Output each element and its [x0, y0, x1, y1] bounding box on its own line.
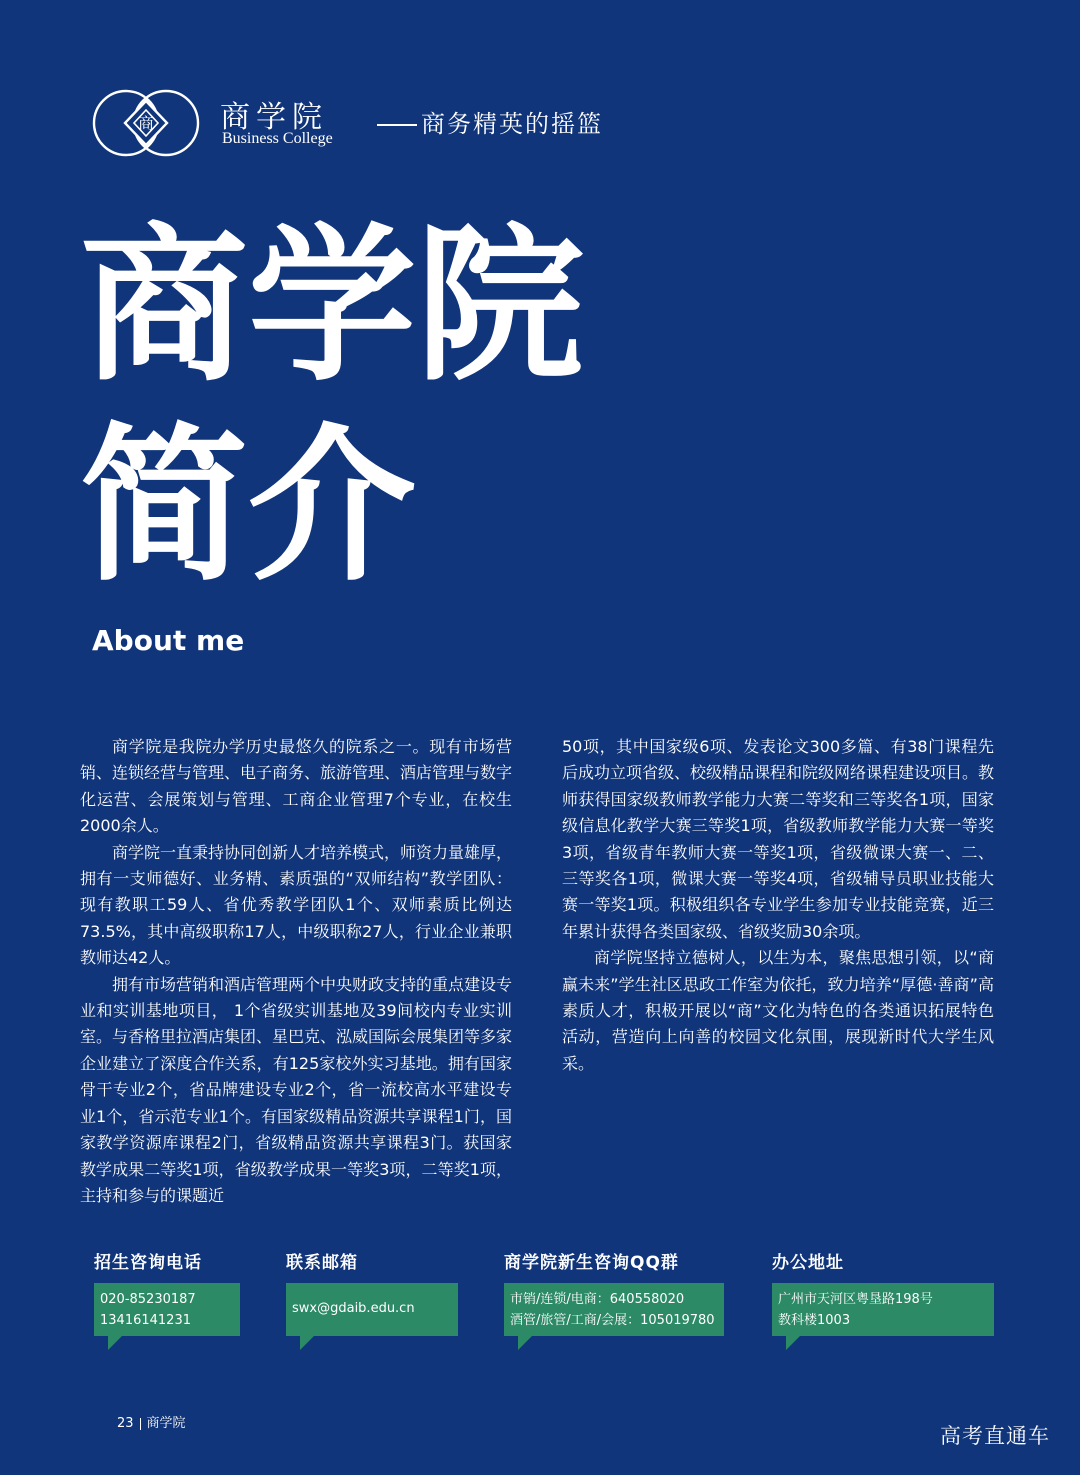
paragraph: 拥有市场营销和酒店管理两个中央财政支持的重点建设专业和实训基地项目， 1个省级实训基地及39间校内专业实训室。与香格里拉酒店集团、星巴克、泓威国际会展集团等多家企业建立了深度合作关系，有125家校外实习基地。拥有国家骨干专业2个，省品牌建设专业2个，省一流校高水平建设专业1个，省示范专业1个。有国家级精品资源共享课程1门，国家教学资源库课程2门，省级精品资源共享课程3门。获国家教学成果二等奖1项，省级教学成果一等奖3项，二等奖1项，主持和参与的课题近 — [80, 974, 513, 1205]
paragraph: 50项，其中国家级6项、发表论文300多篇、有38门课程先后成功立项省级、校级精品课程和院级网络课程建设项目。教师获得国家级教师教学能力大赛二等奖和三等奖各1项，国家级信息化教学大赛三等奖1项，省级教师教学能力大赛一等奖3项，省级青年教师大赛一等奖1项，省级微课大赛一、二、三等奖各1项，微课大赛一等奖4项，省级辅导员职业技能大赛一等奖1项。积极组织各专业学生参加专业技能竞赛，近三年累计获得各类国家级、省级奖励30余项。 — [562, 737, 995, 941]
logo-name-cn: 商学院 — [220, 100, 328, 135]
contact-line: 教科楼1003 — [778, 1313, 851, 1328]
contact-title: 商学院新生咨询QQ群 — [504, 1253, 679, 1273]
contact-line: 市销/连锁/电商：640558020 — [510, 1292, 685, 1307]
contact-line: 020-85230187 — [100, 1292, 196, 1307]
contact-title: 招生咨询电话 — [94, 1253, 202, 1273]
tagline-text: 商务精英的摇篮 — [421, 110, 603, 138]
footer-divider — [140, 1418, 141, 1430]
body-column-right — [562, 734, 994, 1077]
contact-line: 广州市天河区粤垦路198号 — [778, 1292, 933, 1307]
body-column-left — [80, 734, 512, 1209]
logo-name-en: Business College — [222, 130, 333, 147]
brand-watermark: 高考直通车 — [940, 1424, 1050, 1448]
page-footer — [117, 1412, 186, 1431]
contact-bubble — [504, 1283, 724, 1336]
contact-bubble — [286, 1283, 458, 1336]
contact-address — [772, 1248, 994, 1336]
paragraph: 商学院一直秉持协同创新人才培养模式，师资力量雄厚，拥有一支师德好、业务精、素质强的“双师结构”教学团队：现有教职工59人、省优秀教学团队1个、双师素质比例达73.5%，其中高级职称17人，中级职称27人，行业企业兼职教师达42人。 — [80, 842, 513, 968]
contact-title: 联系邮箱 — [286, 1253, 358, 1273]
page-number: 23 — [117, 1416, 134, 1431]
page-title-line1: 商学院 — [80, 208, 584, 404]
contact-title: 办公地址 — [772, 1253, 844, 1273]
contact-line: 酒管/旅管/工商/会展：105019780 — [510, 1313, 715, 1328]
tagline-dash — [377, 124, 417, 126]
contact-email — [286, 1248, 458, 1336]
paragraph: 商学院是我院办学历史最悠久的院系之一。现有市场营销、连锁经营与管理、电子商务、旅游管理、酒店管理与数字化运营、会展策划与管理、工商企业管理7个专业，在校生2000余人。 — [80, 737, 513, 836]
contact-line: 13416141231 — [100, 1313, 191, 1328]
contact-bubble — [772, 1283, 994, 1336]
contact-bubble — [94, 1283, 240, 1336]
contact-phone — [94, 1248, 240, 1336]
tagline — [377, 104, 603, 139]
college-emblem-icon — [92, 88, 200, 158]
svg-text:商: 商 — [137, 114, 155, 133]
paragraph: 商学院坚持立德树人，以生为本，聚焦思想引领，以“商赢未来”学生社区思政工作室为依托，致力培养“厚德·善商”高素质人才，积极开展以“商”文化为特色的各类通识拓展特色活动，营造向上向善的校园文化氛围，展现新时代大学生风采。 — [562, 948, 994, 1073]
page-title-line2: 简介 — [80, 408, 416, 604]
contact-line[interactable]: swx@gdaib.edu.cn — [292, 1301, 415, 1316]
contact-qq-group — [504, 1248, 724, 1336]
subtitle-about: About me — [92, 624, 245, 657]
footer-section: 商学院 — [146, 1416, 186, 1431]
